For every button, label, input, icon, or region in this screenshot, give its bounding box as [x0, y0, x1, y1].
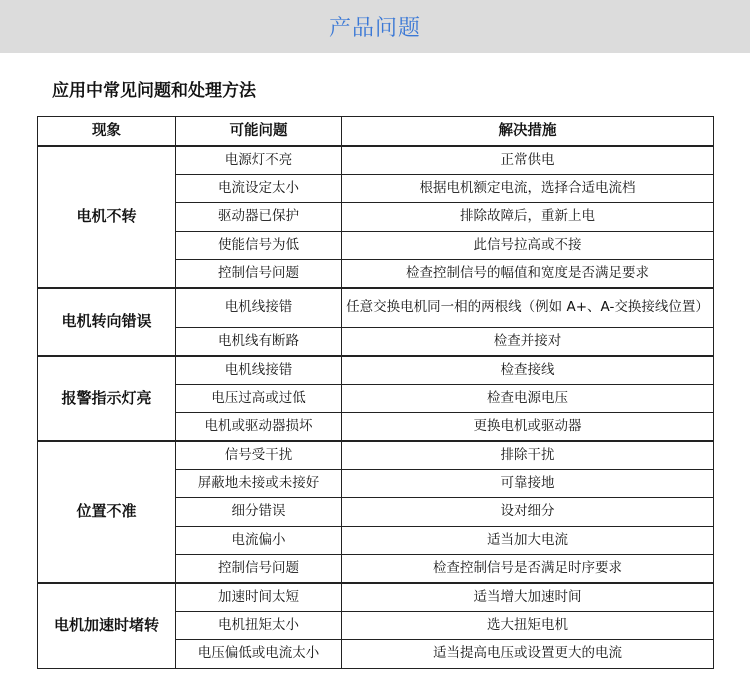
table-row [38, 441, 714, 469]
table-row [38, 288, 714, 328]
cause-cell: 电压过高或过低 [176, 384, 342, 412]
solution-cell: 可靠接地 [342, 469, 714, 497]
solution-cell: 检查控制信号是否满足时序要求 [342, 555, 714, 583]
table-row [38, 356, 714, 384]
solution-cell: 设对细分 [342, 498, 714, 526]
solution-cell: 检查控制信号的幅值和宽度是否满足要求 [342, 260, 714, 288]
solution-cell: 正常供电 [342, 146, 714, 174]
solution-cell: 选大扭矩电机 [342, 611, 714, 639]
cause-cell: 驱动器已保护 [176, 203, 342, 231]
solution-cell: 排除干扰 [342, 441, 714, 469]
cause-cell: 电压偏低或电流太小 [176, 640, 342, 668]
solution-cell: 适当提高电压或设置更大的电流 [342, 640, 714, 668]
solution-cell: 根据电机额定电流，选择合适电流档 [342, 174, 714, 202]
header-symptom: 现象 [38, 117, 176, 147]
section-title: 应用中常见问题和处理方法 [52, 81, 256, 101]
banner-title: 产品问题 [328, 16, 421, 41]
cause-cell: 电流设定太小 [176, 174, 342, 202]
cause-cell: 电机扭矩太小 [176, 611, 342, 639]
symptom-cell: 电机不转 [38, 146, 176, 288]
table-header-row [38, 117, 714, 147]
cause-cell: 控制信号问题 [176, 555, 342, 583]
cause-cell: 控制信号问题 [176, 260, 342, 288]
header-cause: 可能问题 [176, 117, 342, 147]
cause-cell: 加速时间太短 [176, 583, 342, 611]
faq-table [37, 116, 714, 669]
symptom-cell: 位置不准 [38, 441, 176, 583]
cause-cell: 电机线接错 [176, 356, 342, 384]
cause-cell: 屏蔽地未接或未接好 [176, 469, 342, 497]
solution-cell: 检查接线 [342, 356, 714, 384]
cause-cell: 电源灯不亮 [176, 146, 342, 174]
solution-cell: 检查并接对 [342, 327, 714, 355]
cause-cell: 信号受干扰 [176, 441, 342, 469]
solution-cell: 适当增大加速时间 [342, 583, 714, 611]
table-row [38, 583, 714, 611]
table-row [38, 146, 714, 174]
symptom-cell: 报警指示灯亮 [38, 356, 176, 441]
symptom-cell: 电机转向错误 [38, 288, 176, 356]
solution-cell: 适当加大电流 [342, 526, 714, 554]
cause-cell: 电机线接错 [176, 288, 342, 328]
solution-cell: 任意交换电机同一相的两根线（例如 A+、A-交换接线位置） [342, 288, 714, 328]
symptom-cell: 电机加速时堵转 [38, 583, 176, 668]
header-solution: 解决措施 [342, 117, 714, 147]
cause-cell: 细分错误 [176, 498, 342, 526]
solution-cell: 排除故障后，重新上电 [342, 203, 714, 231]
solution-cell: 检查电源电压 [342, 384, 714, 412]
banner [0, 0, 750, 53]
cause-cell: 电机或驱动器损坏 [176, 413, 342, 441]
cause-cell: 使能信号为低 [176, 231, 342, 259]
cause-cell: 电机线有断路 [176, 327, 342, 355]
solution-cell: 更换电机或驱动器 [342, 413, 714, 441]
cause-cell: 电流偏小 [176, 526, 342, 554]
solution-cell: 此信号拉高或不接 [342, 231, 714, 259]
